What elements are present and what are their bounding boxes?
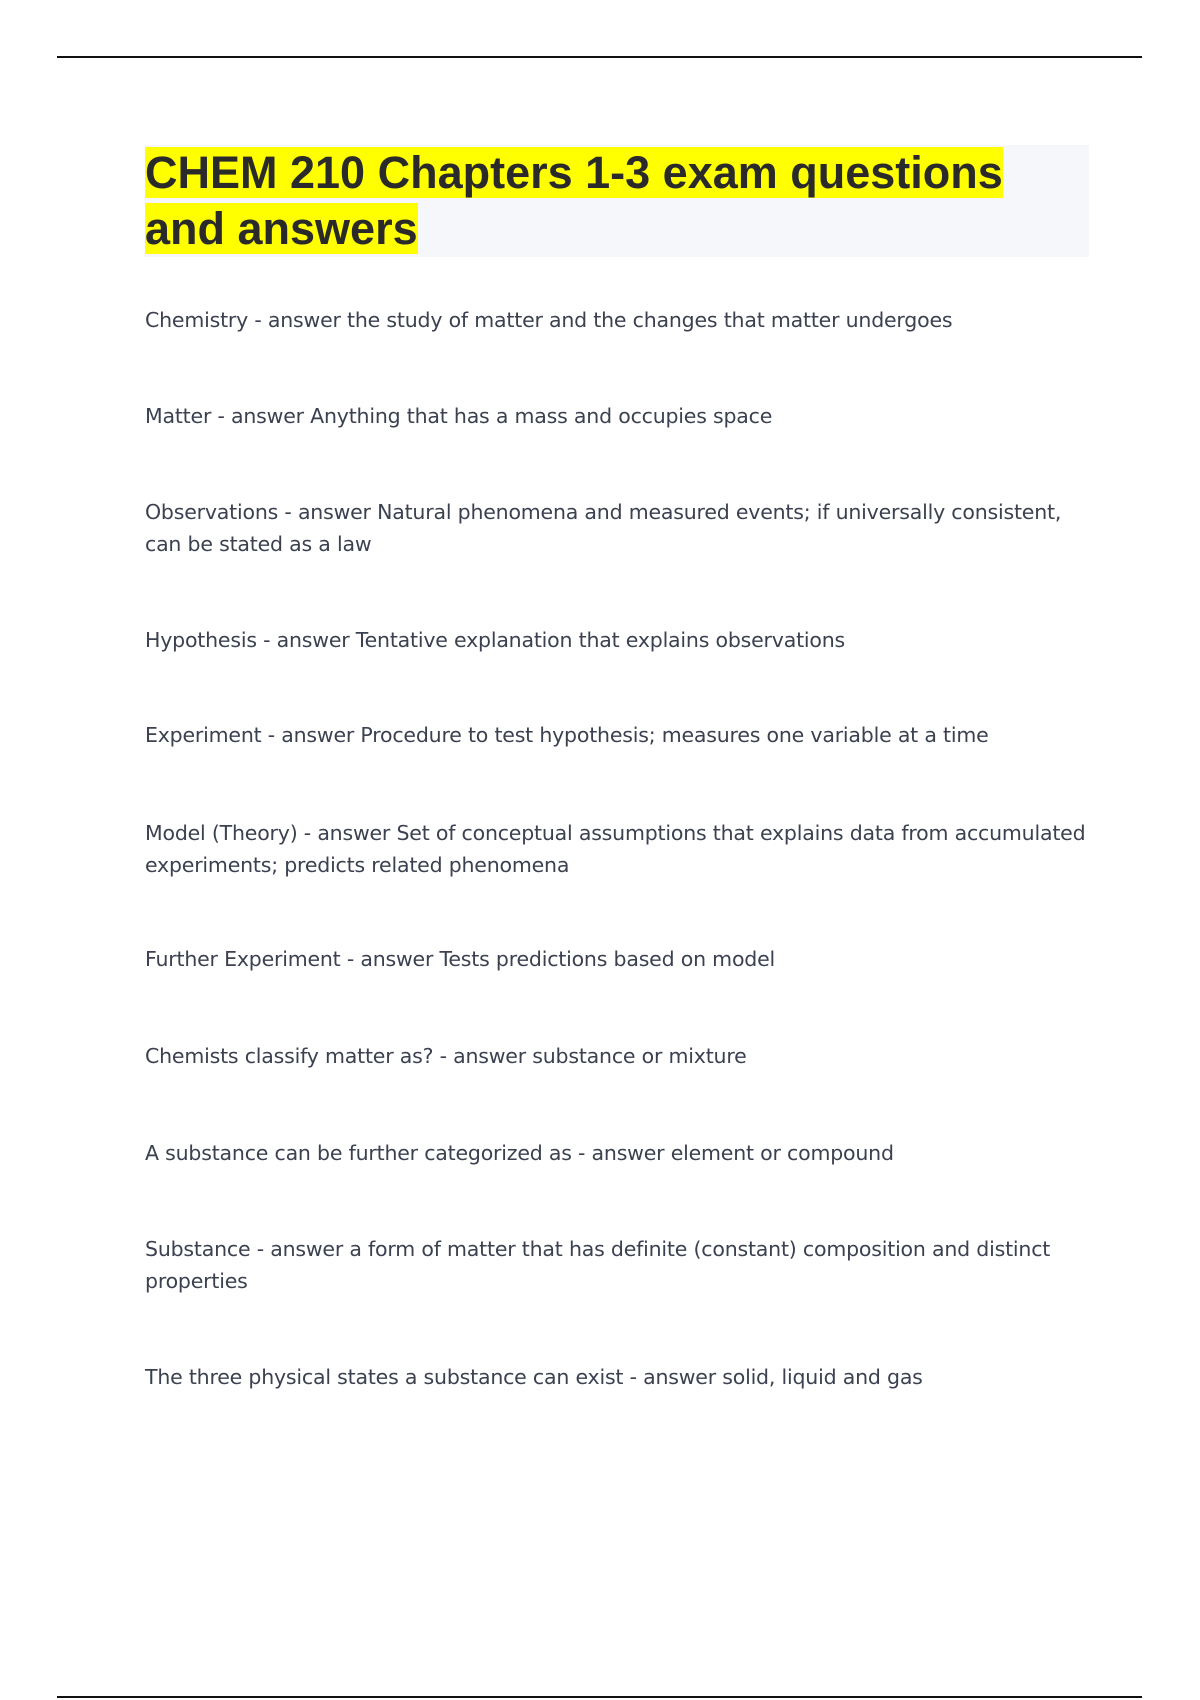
document-body: [145, 145, 1089, 257]
list-item: Substance - answer a form of matter that has definite (constant) composition and distinct properties: [145, 1237, 1051, 1293]
title-line-2: and answers: [145, 203, 418, 254]
list-item: Hypothesis - answer Tentative explanation that explains observations: [145, 628, 846, 652]
page-title: [145, 145, 1089, 257]
top-rule: [57, 56, 1142, 58]
list-item: Matter - answer Anything that has a mass and occupies space: [145, 404, 773, 428]
list-item: A substance can be further categorized as - answer element or compound: [145, 1141, 894, 1165]
list-item: Chemists classify matter as? - answer substance or mixture: [145, 1044, 747, 1068]
list-item: Further Experiment - answer Tests predictions based on model: [145, 947, 776, 971]
list-item: The three physical states a substance can exist - answer solid, liquid and gas: [145, 1365, 923, 1389]
list-item: Chemistry - answer the study of matter and the changes that matter undergoes: [145, 308, 953, 332]
list-item: Model (Theory) - answer Set of conceptual assumptions that explains data from accumulated experiments; predicts related phenomena: [145, 821, 1086, 877]
title-line-1: CHEM 210 Chapters 1-3 exam questions: [145, 147, 1003, 198]
list-item: Experiment - answer Procedure to test hypothesis; measures one variable at a time: [145, 723, 989, 747]
list-item: Observations - answer Natural phenomena and measured events; if universally consistent, can be stated as a law: [145, 500, 1062, 556]
title-block: [145, 145, 1089, 257]
bottom-rule: [57, 1696, 1142, 1698]
